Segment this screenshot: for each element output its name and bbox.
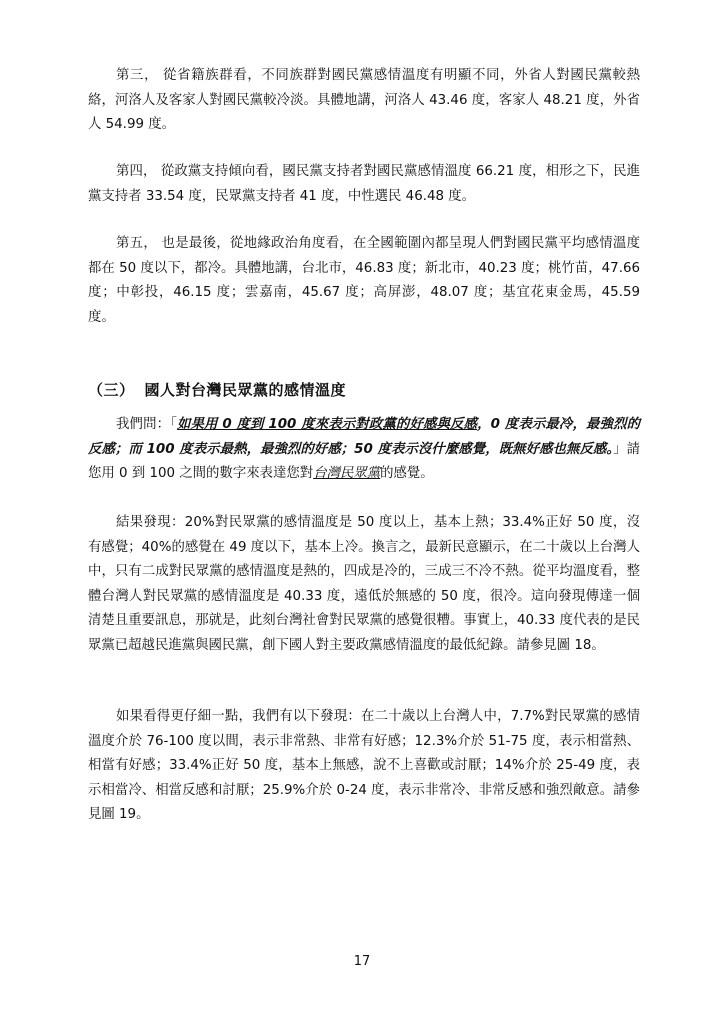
survey-question-paragraph <box>88 413 640 487</box>
question-close: 」請您用 0 到 100 之間的數字來表達您對 <box>88 441 641 481</box>
paragraph-fifth-point <box>88 232 640 330</box>
section-heading <box>88 379 640 400</box>
detail-text: 如果看得更仔細一點，我們有以下發現：在二十歲以上台灣人中，7.7%對民眾黨的感情溫度介於 76-100 度以間，表示非常熱、非常有好感；12.3%介於 51-75 度，表示相當熱、相當有好感；33.4%正好 50 度，基本上無感，說不上喜歡或討厭；14%介於 25-49 度，表示相當冷、相當反感和討厭；25.9%介於 0-24 度，表示非常冷、非常反感和強烈敵意。請參見圖 19。 <box>88 709 640 822</box>
question-emphasis: ，0 度表示最冷，最強烈的反感；而 100 度表示最熱，最強烈的好感；50 度表示沒什麼感覺，既無好感也無反感。 <box>88 417 640 457</box>
paragraph-third-text: 第三， 從省籍族群看，不同族群對國民黨感情溫度有明顯不同，外省人對國民黨較熱絡，河洛人及客家人對國民黨較冷淡。具體地講，河洛人 43.46 度，客家人 48.21 度，外省人 54.99 度。 <box>88 68 640 132</box>
detail-paragraph <box>88 705 640 828</box>
paragraph-fifth-text: 第五， 也是最後，從地緣政治角度看，在全國範圍內都呈現人們對國民黨平均感情溫度都在 50 度以下，都冷。具體地講，台北市，46.83 度；新北市，40.23 度；桃竹苗，47.66 度；中彰投，46.15 度；雲嘉南，45.67 度；高屏澎，48.07 度；基宜花東金馬，45.59 度。 <box>88 236 640 325</box>
question-party-name: 台灣民眾黨 <box>313 466 381 481</box>
paragraph-fourth-text: 第四， 從政黨支持傾向看，國民黨支持者對國民黨感情溫度 66.21 度，相形之下，民進黨支持者 33.54 度，民眾黨支持者 41 度，中性選民 46.48 度。 <box>88 164 640 204</box>
page-number: 17 <box>353 954 371 969</box>
section-number: （三） <box>88 381 135 399</box>
results-paragraph <box>88 511 640 658</box>
question-lead: 我們問：「 <box>116 417 177 432</box>
section-title: 國人對台灣民眾黨的感情溫度 <box>144 381 347 399</box>
paragraph-third-point <box>88 64 640 138</box>
results-text: 結果發現：20%對民眾黨的感情溫度是 50 度以上，基本上熱；33.4%正好 50 度，沒有感覺；40%的感覺在 49 度以下，基本上冷。換言之，最新民意顯示，在二十歲以上台灣人中，只有二成對民眾黨的感情溫度是熱的，四成是冷的，三成三不冷不熱。從平均溫度看，整體台灣人對民眾黨的感情溫度是 40.33 度，遠低於無感的 50 度，很冷。這向發現傳達一個清楚且重要訊息，那就是，此刻台灣社會對民眾黨的感覺很糟。事實上，40.33 度代表的是民眾黨已超越民進黨與國民黨，創下國人對主要政黨感情溫度的最低紀錄。請參見圖 18。 <box>88 515 640 653</box>
question-tail: 的感覺。 <box>380 466 434 481</box>
paragraph-fourth-point <box>88 160 640 209</box>
question-emphasis-underlined: 如果用 0 度到 100 度來表示對政黨的好感與反感 <box>176 417 478 432</box>
